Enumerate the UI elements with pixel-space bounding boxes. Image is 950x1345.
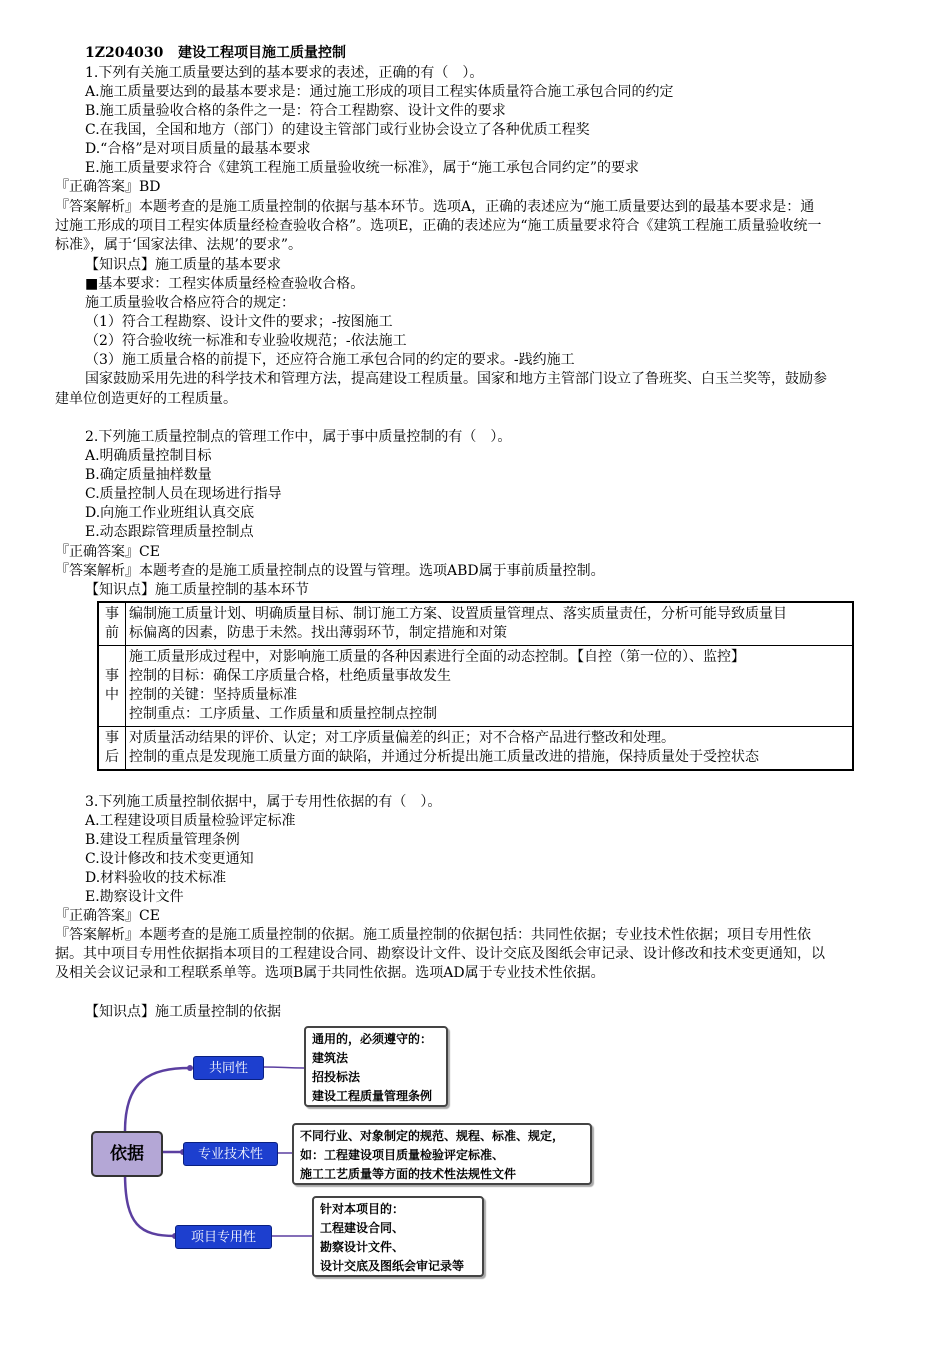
q3-answer: 『正确答案』CE: [55, 908, 160, 924]
detail-project-specific: 针对本项目的： 工程建设合同、 勘察设计文件、 设计交底及图纸会审记录等: [312, 1196, 484, 1277]
q2-option: D.向施工作业班组认真交底: [85, 505, 255, 521]
q2-option: C.质量控制人员在现场进行指导: [85, 486, 282, 502]
branch-professional: 专业技术性: [183, 1142, 278, 1166]
q1-option: A.施工质量要达到的最基本要求是：通过施工形成的项目工程实体质量符合施工承包合同的约定: [85, 84, 674, 100]
q1-extra-line: 国家鼓励采用先进的科学技术和管理方法，提高建设工程质量。国家和地方主管部门设立了鲁班奖、白玉兰奖等，鼓励参: [85, 371, 827, 387]
q1-knowledge-title: 【知识点】施工质量的基本要求: [85, 257, 281, 273]
q1-analysis-line: 过施工形成的项目工程实体质量经检查验收合格”。选项E，正确的表述应为“施工质量要求符合《建筑工程施工质量验收统一: [55, 218, 822, 234]
q3-analysis-line: 据。其中项目专用性依据指本项目的工程建设合同、勘察设计文件、设计交底及图纸会审记录、设计修改和技术变更通知，以: [55, 946, 825, 962]
stage-content: 施工质量形成过程中，对影响施工质量的各种因素进行全面的动态控制。【自控（第一位的）、监控】 控制的目标：确保工序质量合格，杜绝质量事故发生 控制的关键：坚持质量标准 控制重点：工序质量、工作质量和质量控制点控制: [126, 646, 854, 727]
q1-point: （3）施工质量合格的前提下，还应符合施工承包合同的约定的要求。-践约施工: [85, 352, 575, 368]
mindmap-root: 依据: [91, 1131, 163, 1177]
stage-label: 事 中: [98, 646, 126, 727]
q3-option: D.材料验收的技术标准: [85, 870, 227, 886]
q1-option: D.“合格”是对项目质量的最基本要求: [85, 141, 311, 157]
q3-option: C.设计修改和技术变更通知: [85, 851, 254, 867]
q3-option: A.工程建设项目质量检验评定标准: [85, 813, 296, 829]
q3-analysis-line: 及相关会议记录和工程联系单等。选项B属于共同性依据。选项AD属于专业技术性依据。: [55, 965, 605, 981]
q2-stem: 2.下列施工质量控制点的管理工作中，属于事中质量控制的有（ ）。: [85, 429, 512, 445]
q1-stem: 1.下列有关施工质量要达到的基本要求的表述，正确的有（ ）。: [85, 65, 484, 81]
q1-point: 施工质量验收合格应符合的规定：: [85, 295, 295, 311]
q1-answer: 『正确答案』BD: [55, 179, 161, 195]
q1-option: B.施工质量验收合格的条件之一是：符合工程勘察、设计文件的要求: [85, 103, 506, 119]
stage-content: 对质量活动结果的评价、认定；对工序质量偏差的纠正；对不合格产品进行整改和处理。 控制的重点是发现施工质量方面的缺陷，并通过分析提出施工质量改进的措施，保持质量处于受控状态: [126, 727, 854, 771]
q2-option: E.动态跟踪管理质量控制点: [85, 524, 254, 540]
q1-extra-line: 建单位创造更好的工程质量。: [55, 391, 237, 407]
detail-common: 通用的，必须遵守的： 建筑法 招投标法 建设工程质量管理条例: [304, 1026, 448, 1107]
q1-point: （2）符合验收统一标准和专业验收规范；-依法施工: [85, 333, 407, 349]
q1-option: E.施工质量要求符合《建筑工程施工质量验收统一标准》，属于“施工承包合同约定”的要求: [85, 160, 639, 176]
q1-point: （1）符合工程勘察、设计文件的要求；-按图施工: [85, 314, 393, 330]
branch-common: 共同性: [193, 1056, 264, 1080]
q3-option: B.建设工程质量管理条例: [85, 832, 240, 848]
q2-analysis: 『答案解析』本题考查的是施工质量控制点的设置与管理。选项ABD属于事前质量控制。: [55, 563, 605, 579]
section-title: 建设工程项目施工质量控制: [178, 45, 347, 61]
detail-professional: 不同行业、对象制定的规范、规程、标准、规定， 如：工程建设项目质量检验评定标准、 施工工艺质量等方面的技术性法规性文件: [292, 1123, 592, 1185]
q3-stem: 3.下列施工质量控制依据中，属于专用性依据的有（ ）。: [85, 794, 442, 810]
connector-line: [125, 1068, 190, 1131]
q3-option: E.勘察设计文件: [85, 889, 184, 905]
q1-point: ■基本要求：工程实体质量经检查验收合格。: [85, 276, 365, 292]
q3-knowledge-title: 【知识点】施工质量控制的依据: [85, 1004, 281, 1020]
stage-label: 事 后: [98, 727, 126, 771]
connector-line: [125, 1173, 175, 1236]
q2-option: B.确定质量抽样数量: [85, 467, 212, 483]
section-code: 1Z204030: [85, 45, 164, 61]
q2-option: A.明确质量控制目标: [85, 448, 212, 464]
q1-option: C.在我国，全国和地方（部门）的建设主管部门或行业协会设立了各种优质工程奖: [85, 122, 590, 138]
q1-analysis-line: 标准》，属于‘国家法律、法规’的要求”。: [55, 237, 303, 253]
branch-project-specific: 项目专用性: [175, 1225, 272, 1249]
stage-label: 事 前: [98, 602, 126, 646]
q2-knowledge-title: 【知识点】施工质量控制的基本环节: [85, 582, 309, 598]
q3-analysis-line: 『答案解析』本题考查的是施工质量控制的依据。施工质量控制的依据包括：共同性依据；专业技术性依据；项目专用性依: [55, 927, 811, 943]
q2-answer: 『正确答案』CE: [55, 544, 160, 560]
stage-content: 编制施工质量计划、明确质量目标、制订施工方案、设置质量管理点、落实质量责任，分析可能导致质量目 标偏离的因素，防患于未然。找出薄弱环节，制定措施和对策: [126, 602, 854, 646]
connector-line: [262, 1067, 304, 1068]
q1-analysis-line: 『答案解析』本题考查的是施工质量控制的依据与基本环节。选项A，正确的表述应为“施工质量要达到的最基本要求是：通: [55, 199, 815, 215]
